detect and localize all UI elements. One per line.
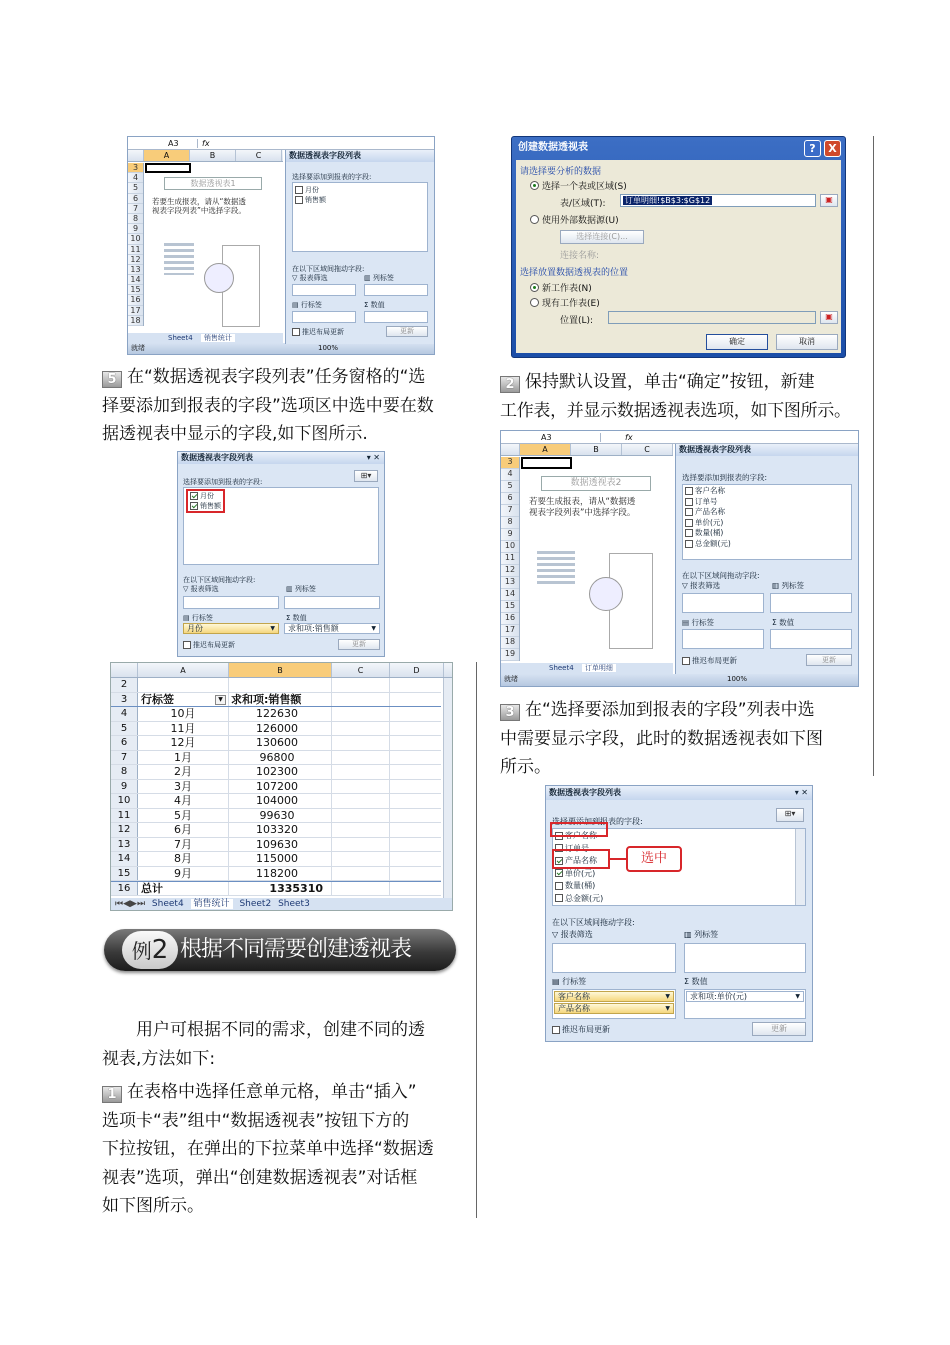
pivot-table bbox=[111, 678, 441, 896]
filter-dropdown-icon: ▼ bbox=[215, 695, 226, 705]
row-field-dropdown[interactable]: 月份 ▼ bbox=[183, 623, 279, 634]
fx-icon: fx bbox=[625, 432, 633, 442]
table-row: 4 10月 122630 bbox=[111, 707, 441, 722]
close-icon[interactable]: ▾ ✕ bbox=[366, 453, 380, 462]
screenshot-field-list-checked: 数据透视表字段列表 ▾ ✕ 选择要添加到报表的字段: ⊞▾ 月份 销售额 在以下区域间拖动字段: ▽ 报表筛选 ▥ 列标签 ▤ 行标签 Σ 数值 月份 ▼ 求和项:销售额 ▼ 推迟布局更新 更新 bbox=[177, 451, 385, 657]
choose-connection-button[interactable]: 选择连接(C)... bbox=[560, 230, 644, 244]
column-divider bbox=[476, 662, 477, 1218]
table-row: 2 bbox=[111, 678, 441, 693]
cancel-button[interactable]: 取消 bbox=[776, 334, 838, 350]
dialog-title: 创建数据透视表 bbox=[518, 142, 588, 153]
sheet-tabs: Sheet4 销售统计 bbox=[128, 333, 283, 344]
row-field-dropdown[interactable]: 产品名称 ▼ bbox=[554, 1003, 674, 1014]
total-row: 16 总计 1335310 bbox=[111, 881, 441, 896]
row-field-dropdown[interactable]: 客户名称 ▼ bbox=[554, 991, 674, 1002]
update-button[interactable]: 更新 bbox=[338, 639, 380, 650]
field-list-pane: 数据透视表字段列表 选择要添加到报表的字段: 客户名称 订单号 产品名称 单价(元) 数量(桶) 总金额(元) 在以下区域间拖动字段: ▽ 报表筛选 ▥ 列标签 ▤ 行标签 Σ 数值 推迟布局更新 更新 bbox=[675, 444, 859, 674]
pivot-illustration bbox=[537, 551, 657, 651]
name-box[interactable]: A3 bbox=[501, 433, 601, 442]
layout-button[interactable]: ⊞▾ bbox=[776, 808, 804, 822]
sheet-tabs: Sheet4 订单明细 bbox=[501, 663, 673, 674]
table-row: 12 6月 103320 bbox=[111, 823, 441, 838]
row-headers: 3 4 5 6 7 8 9 10 11 12 13 14 15 16 17 18 19 bbox=[501, 457, 520, 661]
status-bar: 就绪 100% bbox=[501, 674, 858, 686]
table-header: 3 行标签 ▼ 求和项:销售额 bbox=[111, 693, 441, 708]
intro-paragraph: 用户可根据不同的需求，创建不同的透 视表,方法如下: bbox=[102, 1020, 425, 1069]
step3-badge: 3 bbox=[500, 704, 520, 721]
table-range-input[interactable]: 订单明细!$B$3:$G$12 bbox=[620, 194, 816, 207]
location-picker-icon[interactable]: ▣ bbox=[820, 311, 838, 324]
screenshot-pivot-result: A B C D 2 3 行标签 ▼ 求和项:销售额 4 10月 122630 5 11月 126000 6 12月 130600 7 1月 96800 8 2月 102300 9 3月 107200 10 4月 104000 11 5月 99630 12 6月 103320 13 7月 109630 14 8月 115000 15 9月 118200 16 总计 1335310 ⏮◀▶⏭ Sheet4 销售统计 Sheet2 Sheet3 bbox=[110, 662, 453, 911]
pivot-hint: 若要生成报表，请从“数据透 视表字段列表”中选择字段。 bbox=[152, 197, 246, 215]
step5-badge: 5 bbox=[102, 371, 122, 388]
example-number: 例2 bbox=[122, 931, 178, 969]
row-label-header[interactable]: 行标签 ▼ bbox=[138, 693, 229, 707]
right-divider bbox=[873, 136, 874, 776]
table-row: 14 8月 115000 bbox=[111, 852, 441, 867]
create-pivot-dialog: 创建数据透视表 ? X 请选择要分析的数据 选择一个表或区域(S) 表/区域(T): 订单明细!$B$3:$G$12 ▣ 使用外部数据源(U) 选择连接(C)... 连接名称: 选择放置数据透视表的位置 新工作表(N) 现有工作表(E) 位置(L): ▣ 确定 取消 bbox=[511, 136, 846, 358]
radio-existing-sheet[interactable] bbox=[530, 298, 539, 307]
radio-range[interactable] bbox=[530, 181, 539, 190]
step5-paragraph: 5 在“数据透视表字段列表”任务窗格的“选 择要添加到报表的字段”选项区中选中要在数 据透视表中显示的字段,如下图所示. bbox=[102, 367, 434, 444]
close-icon[interactable]: ▾ ✕ bbox=[794, 788, 808, 797]
field-checkbox[interactable] bbox=[295, 196, 303, 204]
step1-paragraph: 1 在表格中选择任意单元格，单击“插入” 选项卡“表”组中“数据透视表”按钮下方的 下拉按钮，在弹出的下拉菜单中选择“数据透 视表”选项，弹出“创建数据透视表”对话框 如下图所示。 bbox=[102, 1082, 434, 1216]
field-checkbox[interactable] bbox=[295, 186, 303, 194]
status-bar: 就绪 100% bbox=[128, 343, 434, 354]
value-field-dropdown[interactable]: 求和项:单价(元) ▼ bbox=[686, 991, 804, 1002]
update-button[interactable]: 更新 bbox=[752, 1022, 806, 1036]
location-input[interactable] bbox=[608, 311, 816, 324]
screenshot-excel-pivot-empty: A3 fx A B C 3 4 5 6 7 8 9 10 11 12 13 14 15 16 17 18 数据透视表1 若要生成报表，请从“数据透 视表字段列表”中选择字段。 Sheet4 销售统计 就绪 100% 数据透视表字段列表 选择要添加到报表的字段: 月份 销售额 在以下区域间拖动字段: ▽ 报表筛选 ▥ 列标签 ▤ 行标签 Σ 数值 推迟布局更新 更新 bbox=[127, 136, 435, 355]
close-button[interactable]: X bbox=[824, 140, 841, 157]
step1-badge: 1 bbox=[102, 1086, 122, 1103]
highlight-box-top bbox=[550, 822, 608, 837]
table-row: 5 11月 126000 bbox=[111, 722, 441, 737]
field-checkbox[interactable] bbox=[190, 502, 198, 510]
table-row: 10 4月 104000 bbox=[111, 794, 441, 809]
update-button[interactable]: 更新 bbox=[806, 654, 852, 666]
active-cell[interactable] bbox=[145, 163, 191, 173]
screenshot-field-list-selected: 数据透视表字段列表 ▾ ✕ ⊞▾ 选择要添加到报表的字段: 客户名称 订单号 产品名称 单价(元) 数量(桶) 总金额(元) 选中 在以下区域间拖动字段: ▽ 报表筛选 ▥ 列标签 ▤ 行标签 Σ 数值 客户名称 ▼ 产品名称 ▼ 求和项:单价(元) ▼ 推迟布局更新 更新 bbox=[545, 785, 813, 1042]
defer-checkbox[interactable] bbox=[183, 641, 191, 649]
field-list-box[interactable]: 客户名称 订单号 产品名称 单价(元) 数量(桶) 总金额(元) bbox=[552, 828, 806, 906]
name-box[interactable]: A3 bbox=[128, 139, 198, 148]
table-row: 11 5月 99630 bbox=[111, 809, 441, 824]
pivot-placeholder-name: 数据透视表1 bbox=[164, 177, 262, 190]
example-banner bbox=[104, 929, 456, 971]
table-row: 15 9月 118200 bbox=[111, 867, 441, 882]
field-list-box[interactable]: 客户名称 订单号 产品名称 单价(元) 数量(桶) 总金额(元) bbox=[682, 484, 852, 560]
table-row: 13 7月 109630 bbox=[111, 838, 441, 853]
value-field-dropdown[interactable]: 求和项:销售额 ▼ bbox=[284, 623, 380, 634]
step2-paragraph: 2 保持默认设置，单击“确定”按钮，新建 工作表，并显示数据透视表选项，如下图所示。 bbox=[500, 372, 851, 421]
range-picker-icon[interactable]: ▣ bbox=[820, 194, 838, 207]
field-list-box[interactable]: 月份 销售额 bbox=[183, 487, 379, 565]
defer-checkbox[interactable] bbox=[292, 328, 300, 336]
screenshot-excel-pivot-new: A3 fx A B C 3 4 5 6 7 8 9 10 11 12 13 14 15 16 17 18 19 数据透视表2 若要生成报表，请从“数据透 视表字段列表”中选择字段。 Sheet4 订单明细 就绪 100% 数据透视表字段列表 选择要添加到报表的字段: 客户名称 订单号 产品名称 单价(元) 数量(桶) 总金额(元) 在以下区域间拖动字段: ▽ 报表筛选 ▥ 列标签 ▤ 行标签 Σ 数值 推迟布局更新 更新 bbox=[500, 430, 859, 687]
step3-paragraph: 3 在“选择要添加到报表的字段”列表中选 中需要显示字段，此时的数据透视表如下图 所示。 bbox=[500, 700, 823, 777]
example-title: 根据不同需要创建透视表 bbox=[180, 937, 412, 962]
table-row: 8 2月 102300 bbox=[111, 765, 441, 780]
pivot-placeholder-name: 数据透视表2 bbox=[541, 476, 651, 491]
table-row: 6 12月 130600 bbox=[111, 736, 441, 751]
help-button[interactable]: ? bbox=[804, 140, 821, 157]
callout-line bbox=[610, 858, 626, 860]
field-checkbox[interactable] bbox=[190, 492, 198, 500]
table-row: 7 1月 96800 bbox=[111, 751, 441, 766]
sheet-tabs: ⏮◀▶⏭ Sheet4 销售统计 Sheet2 Sheet3 bbox=[111, 898, 453, 911]
vscrollbar[interactable] bbox=[443, 678, 453, 898]
update-button[interactable]: 更新 bbox=[386, 326, 428, 337]
table-row: 9 3月 107200 bbox=[111, 780, 441, 795]
row-headers: 3 4 5 6 7 8 9 10 11 12 13 14 15 16 17 18 bbox=[128, 163, 144, 326]
step2-badge: 2 bbox=[500, 376, 520, 393]
active-cell[interactable] bbox=[521, 457, 572, 469]
fx-icon: fx bbox=[202, 138, 210, 148]
field-list-pane: 数据透视表字段列表 选择要添加到报表的字段: 月份 销售额 在以下区域间拖动字段: ▽ 报表筛选 ▥ 列标签 ▤ 行标签 Σ 数值 推迟布局更新 更新 bbox=[285, 150, 435, 344]
field-list-box[interactable]: 月份 销售额 bbox=[292, 182, 428, 252]
ok-button[interactable]: 确定 bbox=[706, 334, 768, 350]
highlight-box-mid bbox=[552, 849, 610, 869]
layout-button[interactable]: ⊞▾ bbox=[354, 470, 378, 482]
callout-label: 选中 bbox=[626, 846, 682, 872]
pivot-hint: 若要生成报表，请从“数据透 视表字段列表”中选择字段。 bbox=[529, 497, 636, 518]
radio-new-sheet[interactable] bbox=[530, 283, 539, 292]
radio-external[interactable] bbox=[530, 215, 539, 224]
pivot-illustration bbox=[164, 243, 262, 329]
